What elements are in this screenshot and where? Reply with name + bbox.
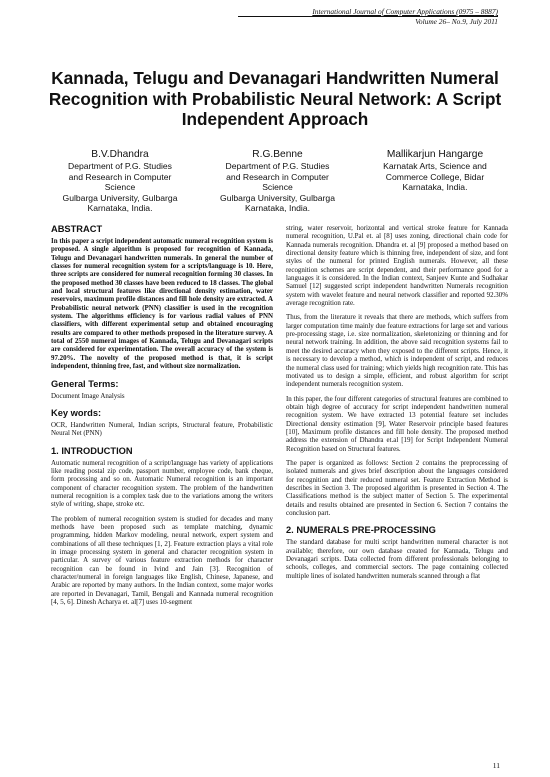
page-number: 11: [492, 761, 500, 770]
abstract-text: In this paper a script independent automatic numeral recognition system is proposed. A single algorithm is proposed for recognition of Kannada, Telugu and Devanagari handwritten numerals. In general the number of classes for numeral recognition system for a scripts/language is 10. Here, three scripts are considered for numeral recognition forming 30 classes. In the proposed method 30 classes have been reduced to 18 classes. The global and local structural features like directional density estimation, water reservoirs, maximum profile distances and fill hole density are extracted. A Probabilistic neural network (PNN) classifier is used in the recognition system. The algorithms efficiency is for various radial values of PNN classifiers, with different experimental setup and obtained encouraging results are compared to other methods proposed in the literature survey. A total of 2550 numeral images of Kannada, Telugu and Devanagari scripts are considered for experimentation. The overall accuracy of the system is 97.20%. The novelty of the proposed method is that, it is script independent, thinning free, fast, and without size normalization.: [51, 237, 273, 371]
affiliation-line: and Research in Computer: [226, 171, 329, 182]
section2-heading: 2. NUMERALS PRE-PROCESSING: [286, 525, 436, 536]
author-name: Mallikarjun Hangarge: [386, 149, 484, 160]
paper-title: Kannada, Telugu and Devanagari Handwritten Numeral Recognition with Probabilistic Neural Network: A Script Independent Approach: [48, 68, 502, 129]
journal-name: International Journal of Computer Applications (0975 – 8887): [312, 7, 498, 16]
affiliation-line: and Research in Computer: [68, 171, 172, 182]
body-paragraph: In this paper, the four different categories of structural features are combined to obtain high degree of accuracy for script independent handwritten numeral recognition system. We have extracted 13 potential feature set includes Directional density estimation [9], Water Reservoir principle based features [10], Maximum profile distances and fill hole density. The proposed method address the extension of Dhandra et.al [19] for Script Independent Numeral Recognition based on Structural features.: [286, 394, 508, 453]
author-block: [45, 148, 515, 214]
introduction-heading: 1. INTRODUCTION: [51, 445, 133, 456]
affiliation-line: Karnataka, India.: [402, 182, 468, 193]
section2-text: The standard database for multi script handwritten numeral character is not available; therefore, our own database created for Kannada, Telugu and Devanagari scripts. Data collected from different professionals belonging to schools, colleges, and commercial sectors. The page containing collected multiple lines of isolated handwritten numerals scanned through a flat: [286, 538, 508, 580]
affiliation-line: Department of P.G. Studies: [68, 161, 172, 171]
affiliation-line: Commerce College, Bidar: [385, 171, 485, 182]
affiliation-line: Science: [104, 182, 136, 193]
author-name: B.V.Dhandra: [91, 149, 149, 160]
affiliation-line: Science: [262, 182, 293, 193]
keywords-text: OCR, Handwritten Numeral, Indian scripts, Structural feature, Probabilistic Neural Net (PNN): [51, 420, 273, 438]
affiliation-line: Department of P.G. Studies: [225, 161, 330, 171]
running-header: [238, 7, 498, 26]
author-2: [195, 148, 360, 214]
keywords-heading: Key words:: [51, 407, 102, 418]
author-1: [45, 148, 195, 214]
affiliation-line: Karnataka, India.: [87, 203, 153, 214]
volume-info: Volume 26– No.9, July 2011: [238, 16, 498, 26]
abstract-heading: ABSTRACT: [51, 224, 103, 234]
right-column: [286, 224, 508, 580]
author-3: [360, 148, 510, 214]
affiliation-line: Gulbarga University, Gulbarga: [62, 192, 178, 203]
affiliation-line: Gulbarga University, Gulbarga: [220, 192, 335, 203]
introduction-paragraph: The problem of numeral recognition system is studied for decades and many methods have been proposed such as template matching, dynamic programming, hidden Markov modeling, neural network, expert system and combinations of all these techniques [1, 2]. Feature extraction plays a vital role in image processing system in general and character recognition system in particular. A survey of various feature extraction methods for character recognition can be found in Ivind and Jain [3]. Recognition of character/numeral in foreign languages like English, Chinese, Japanese, and Arabic are reported by many authors. In the Indian context, some major works are reported in Devanagari, Tamil, Bengali and Kannada numeral recognition [4, 5, 6]. Dinesh Acharya et. al[7] uses 10-segment: [51, 514, 273, 607]
introduction-paragraph: Automatic numeral recognition of a script/language has variety of applications like reading postal zip code, passport number, employee code, bank cheque, form processing and so on. Automatic Numeral recognition is an important component of character recognition system. The problem of the handwritten numeral recognition is a complex task due to the variations among the writers style of writing, shape, stroke etc.: [51, 458, 273, 509]
body-paragraph: The paper is organized as follows: Section 2 contains the preprocessing of isolated numerals and gives brief description about the languages considered for recognition and their reduced numeral set. Feature Extraction Method is describes in Section 3. The proposed algorithm is presented in Section 4. The Classifications method is the subject matter of Section 5. The experimental details and results obtained are presented in Section 6. Section 7 contains the conclusion part.: [286, 458, 508, 517]
body-paragraph: string, water reservoir, horizontal and vertical stroke feature for Kannada numeral recognition, U.Pal et. al [8] uses zoning, directional chain code for Kannada numerals recognition. Dhandra et. al [9] proposed a method based on directional density feature which is thinning free, independent of size, and font styles of the numeral for printed English numerals. However, all these recognition schemes are script dependent, and their performance good for a languages it is considered. In the Indian context, Sanjeev Kunte and Sudhakar Samuel [12] suggested script independent handwritten Numerals recognition system with wavelet feature and neural network classifier and reported 92.30% average recognition rate.: [286, 224, 508, 308]
affiliation-line: Karnataka, India.: [245, 203, 310, 214]
body-paragraph: Thus, from the literature it reveals that there are methods, which suffers from larger computation time mainly due feature extractions for large set and various pre-processing stage, i.e. size normalization, skeletonizing or thinning and for neural network training. In addition, the above said recognition systems fail to meet the desired accuracy when they exposed to the different scripts. Hence, it is necessary to develop a method, which is independent of script, and reduces the numeral class used for training; which yields high recognition rate. This has motivated us to design a simple, efficient, and robust algorithm for script independent numerals recognition system.: [286, 313, 508, 389]
general-terms-text: Document Image Analysis: [51, 391, 125, 400]
left-column: [51, 224, 273, 606]
affiliation-line: Karnatak Arts, Science and: [383, 161, 487, 171]
author-name: R.G.Benne: [252, 149, 303, 160]
general-terms-heading: General Terms:: [51, 378, 119, 389]
